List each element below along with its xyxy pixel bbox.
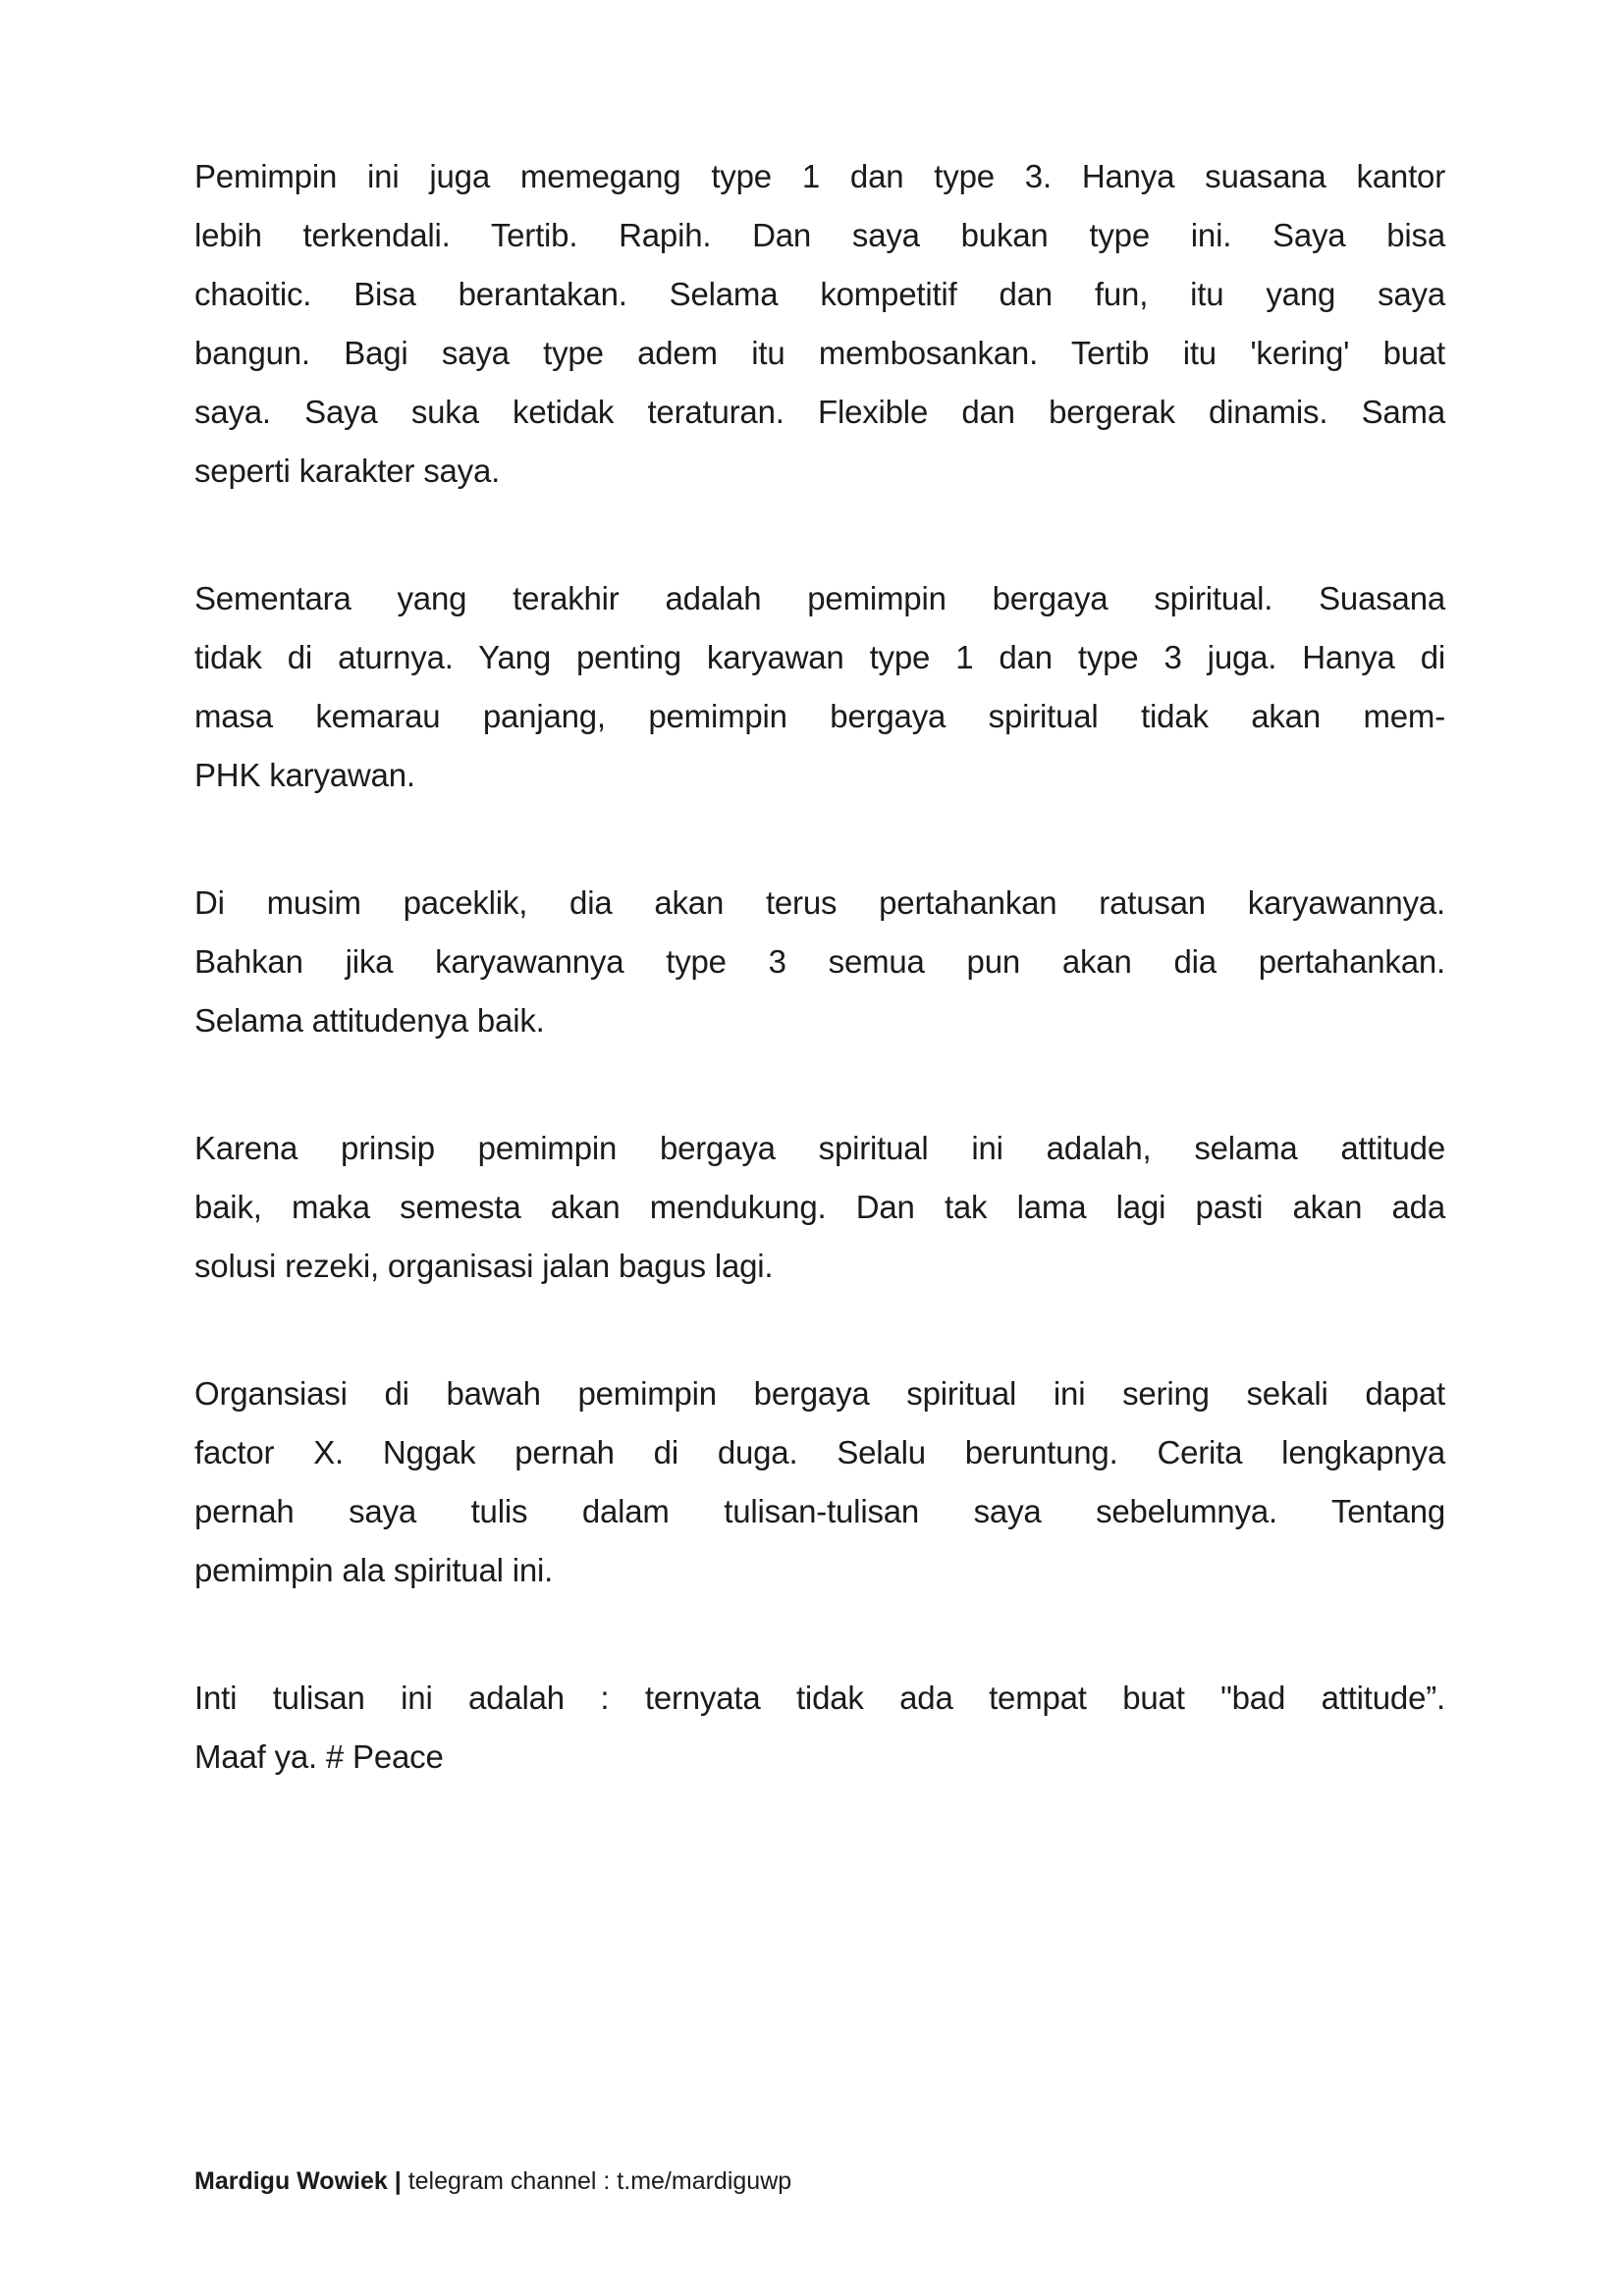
text-line: Maaf ya. # Peace <box>194 1738 444 1775</box>
text-line: masa kemarau panjang, pemimpin bergaya spiritual tidak akan mem- <box>194 698 1445 734</box>
paragraph-3 <box>194 874 1445 1050</box>
text-line: Organsiasi di bawah pemimpin bergaya spiritual ini sering sekali dapat <box>194 1375 1445 1412</box>
text-line: pemimpin ala spiritual ini. <box>194 1552 554 1588</box>
text-line: PHK karyawan. <box>194 757 415 793</box>
text-line: Karena prinsip pemimpin bergaya spiritual ini adalah, selama attitude <box>194 1130 1445 1166</box>
text-line: saya. Saya suka ketidak teraturan. Flexible dan bergerak dinamis. Sama <box>194 394 1445 430</box>
page-footer <box>194 2165 791 2197</box>
footer-channel: telegram channel : t.me/mardiguwp <box>407 2167 792 2195</box>
text-line: pernah saya tulis dalam tulisan-tulisan saya sebelumnya. Tentang <box>194 1493 1445 1529</box>
document-body <box>194 147 1445 1855</box>
text-line: bangun. Bagi saya type adem itu membosankan. Tertib itu 'kering' buat <box>194 335 1445 371</box>
paragraph-6 <box>194 1669 1445 1787</box>
text-line: Sementara yang terakhir adalah pemimpin bergaya spiritual. Suasana <box>194 580 1445 616</box>
text-line: factor X. Nggak pernah di duga. Selalu beruntung. Cerita lengkapnya <box>194 1434 1445 1470</box>
text-line: chaoitic. Bisa berantakan. Selama kompetitif dan fun, itu yang saya <box>194 276 1445 312</box>
text-line: lebih terkendali. Tertib. Rapih. Dan saya bukan type ini. Saya bisa <box>194 217 1445 253</box>
footer-author: Mardigu Wowiek <box>194 2167 388 2195</box>
text-line: Di musim paceklik, dia akan terus pertahankan ratusan karyawannya. <box>194 884 1445 921</box>
text-line: Selama attitudenya baik. <box>194 1002 545 1039</box>
text-line: seperti karakter saya. <box>194 453 501 489</box>
text-line: tidak di aturnya. Yang penting karyawan type 1 dan type 3 juga. Hanya di <box>194 639 1445 675</box>
text-line: solusi rezeki, organisasi jalan bagus lagi. <box>194 1248 774 1284</box>
paragraph-1 <box>194 147 1445 501</box>
text-line: baik, maka semesta akan mendukung. Dan tak lama lagi pasti akan ada <box>194 1189 1445 1225</box>
paragraph-5 <box>194 1364 1445 1600</box>
text-line: Inti tulisan ini adalah : ternyata tidak ada tempat buat "bad attitude”. <box>194 1680 1445 1716</box>
text-line: Pemimpin ini juga memegang type 1 dan type 3. Hanya suasana kantor <box>194 158 1445 194</box>
text-line: Bahkan jika karyawannya type 3 semua pun akan dia pertahankan. <box>194 943 1445 980</box>
paragraph-2 <box>194 569 1445 805</box>
paragraph-4 <box>194 1119 1445 1296</box>
footer-separator: | <box>394 2167 402 2195</box>
